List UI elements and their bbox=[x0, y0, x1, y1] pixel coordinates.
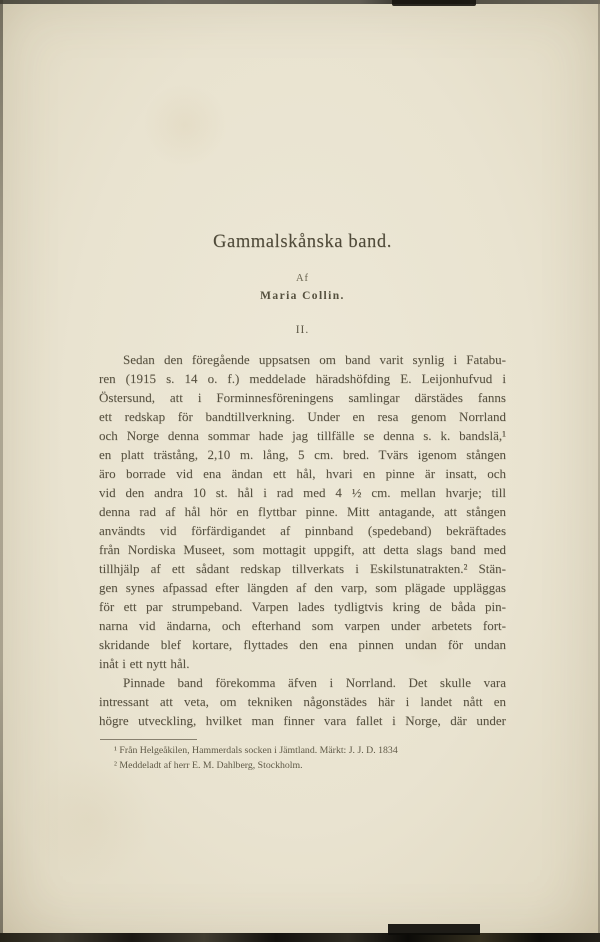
text-line: denna rad af hål hör en flyttbar pinne. Mitt antagande, att stången bbox=[99, 504, 506, 519]
text-line: Sedan den föregående uppsatsen om band varit synlig i Fatabu- bbox=[123, 352, 506, 367]
paragraph bbox=[99, 350, 506, 673]
footnotes bbox=[99, 744, 506, 773]
text-line: äro borrade vid ena ändan ett hål, hvari en pinne är insatt, och bbox=[99, 466, 506, 481]
text-line: ren (1915 s. 14 o. f.) meddelade häradshöfding E. Leijonhufvud i bbox=[99, 371, 506, 386]
text-line: ett redskap för bandtillverkning. Under en resa genom Norrland bbox=[99, 409, 506, 424]
text-line: från Nordiska Museet, som mottagit uppgift, att detta slags band med bbox=[99, 542, 506, 557]
byline-prefix: Af bbox=[295, 273, 310, 284]
page-title: Gammalskånska band. bbox=[213, 232, 392, 252]
text-line: Pinnade band förekomma äfven i Norrland. Det skulle vara bbox=[123, 675, 506, 690]
text-line: inåt i ett nytt hål. bbox=[99, 656, 190, 671]
section-numeral: II. bbox=[295, 324, 310, 336]
body-text bbox=[99, 350, 506, 730]
page-content bbox=[99, 0, 506, 942]
text-line: intressant att veta, om tekniken någonstädes här i landet nått en bbox=[99, 694, 506, 709]
scan-edge-bottom-mark bbox=[388, 924, 480, 935]
text-line: för ett par strumpeband. Varpen lades tydligtvis kring de båda pin- bbox=[99, 599, 506, 614]
paragraph bbox=[99, 673, 506, 730]
footnote: ² Meddeladt af herr E. M. Dahlberg, Stockholm. bbox=[114, 759, 303, 771]
footnote: ¹ Från Helgeåkilen, Hammerdals socken i Jämtland. Märkt: J. J. D. 1834 bbox=[114, 745, 398, 756]
text-line: tillhjälp af ett sådant redskap tillverkats i Eskilstunatrakten.² Stän- bbox=[99, 561, 506, 576]
scan-edge-left bbox=[0, 0, 3, 942]
text-line: en platt trästång, 2,10 m. lång, 5 cm. bred. Tvärs igenom stången bbox=[99, 447, 506, 462]
scan-edge-bottom bbox=[0, 933, 600, 942]
text-line: vid den andra 10 st. hål i rad med 4 ½ cm. mellan hvarje; till bbox=[99, 485, 506, 500]
author-name: Maria Collin. bbox=[260, 290, 345, 302]
text-line: användts vid förfärdigandet af pinnband (spedeband) bekräftades bbox=[99, 523, 506, 538]
text-line: högre utveckling, hvilket man finner vara fallet i Norge, där under bbox=[99, 713, 506, 728]
footnote-rule bbox=[100, 739, 197, 740]
text-line: skridande blef kortare, flyttades den ena pinnen undan för undan bbox=[99, 637, 506, 652]
text-line: gen synes afpassad efter längden af den varp, som plägade uppläggas bbox=[99, 580, 506, 595]
text-line: och Norge denna sommar hade jag tillfälle se denna s. k. bandslä,¹ bbox=[99, 428, 506, 443]
text-line: narna vid ändarna, och efterhand som varpen under arbetets fort- bbox=[99, 618, 506, 633]
text-line: Östersund, att i Forminnesföreningens samlingar därstädes fanns bbox=[99, 390, 506, 405]
